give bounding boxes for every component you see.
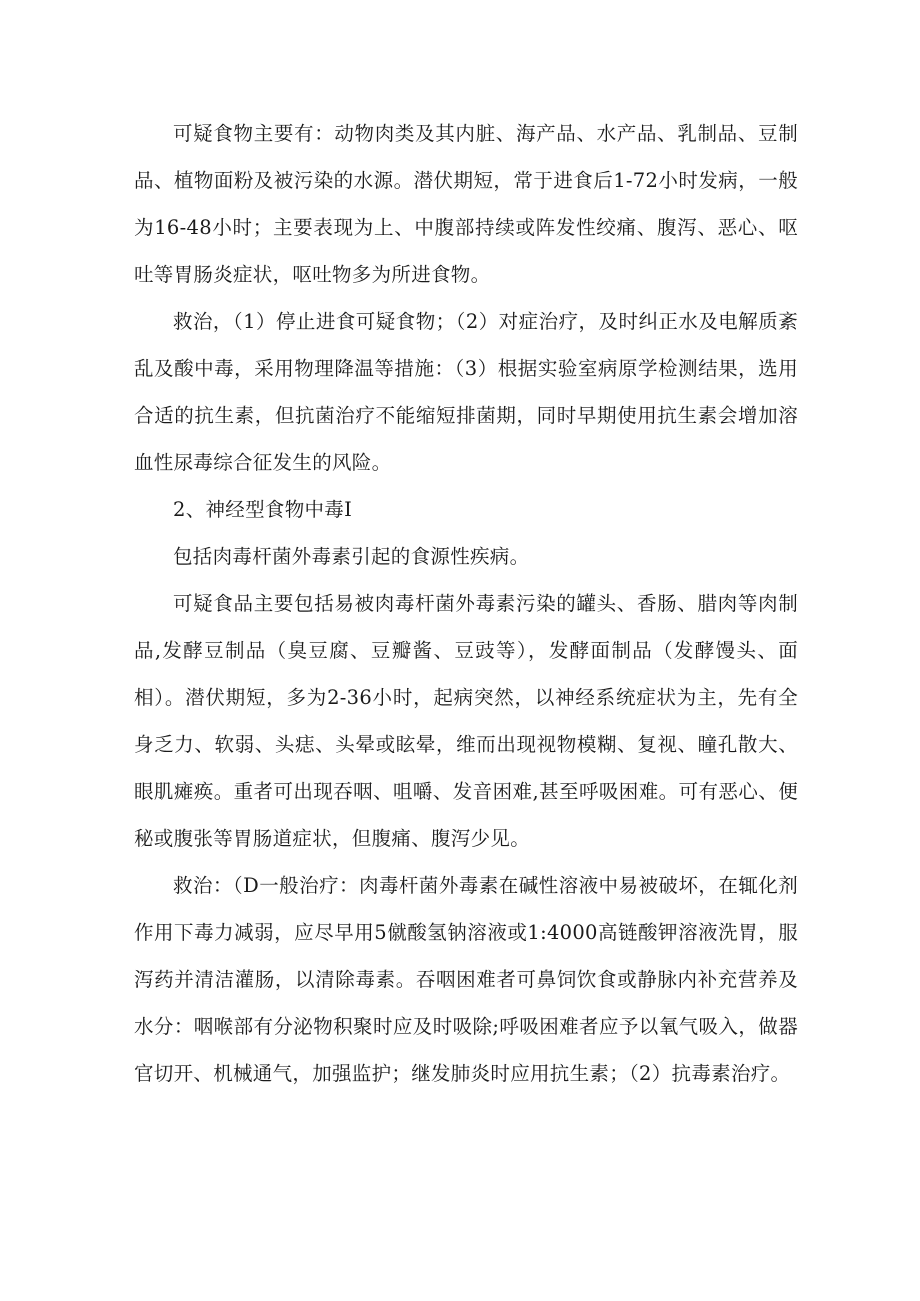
paragraph-treatment-bacterial: 救治，（1）停止进食可疑食物；（2）对症治疗，及时纠正水及电解质紊乱及酸中毒，采用物理降温等措施：（3）根据实验室病原学检测结果，选用合适的抗生素，但抗菌治疗不能缩短排菌期，同时早期使用抗生素会增加溶血性尿毒综合征发生的风险。 bbox=[134, 310, 798, 474]
paragraph-suspect-foods: 可疑食物主要有：动物肉类及其内脏、海产品、水产品、乳制品、豆制品、植物面粉及被污染的水源。潜伏期短，常于进食后1-72小时发病，一般为16-48小时；主要表现为上、中腹部持续或阵发性绞痛、腹泻、恶心、呕吐等胃肠炎症状，呕吐物多为所进食物。 bbox=[134, 122, 798, 286]
section-heading-neurotoxic: 2、神经型食物中毒I bbox=[173, 498, 353, 521]
paragraph-botulism-foods-symptoms: 可疑食品主要包括易被肉毒杆菌外毒素污染的罐头、香肠、腊肉等肉制品,发酵豆制品（臭豆腐、豆瓣酱、豆豉等），发酵面制品（发酵馒头、面相）。潜伏期短，多为2-36小时，起病突然，以神经系统症状为主，先有全身乏力、软弱、头痣、头晕或眩晕，维而出现视物模糊、复视、瞳孔散大、眼肌瘫痪。重者可出现吞咽、咀嚼、发音困难,甚至呼吸困难。可有恶心、便秘或腹张等胃肠道症状，但腹痛、腹泻少见。 bbox=[134, 592, 798, 850]
document-body bbox=[134, 110, 798, 1097]
paragraph-botulism-treatment: 救治：（D一般治疗：肉毒杆菌外毒素在碱性溶液中易被破坏，在辄化剂作用下毒力减弱，应尽早用5僦酸氢钠溶液或1:4000高链酸钾溶液洗胃，服泻药并清洁灌肠，以清除毒素。吞咽困难者可鼻饲饮食或静脉内补充营养及水分：咽喉部有分泌物积聚时应及时吸除;呼吸困难者应予以氧气吸入，做器官切开、机械通气，加强监护；继发肺炎时应用抗生素；（2）抗毒素治疗。 bbox=[134, 874, 798, 1085]
paragraph-botulism-definition: 包括肉毒杆菌外毒素引起的食源性疾病。 bbox=[173, 545, 530, 568]
